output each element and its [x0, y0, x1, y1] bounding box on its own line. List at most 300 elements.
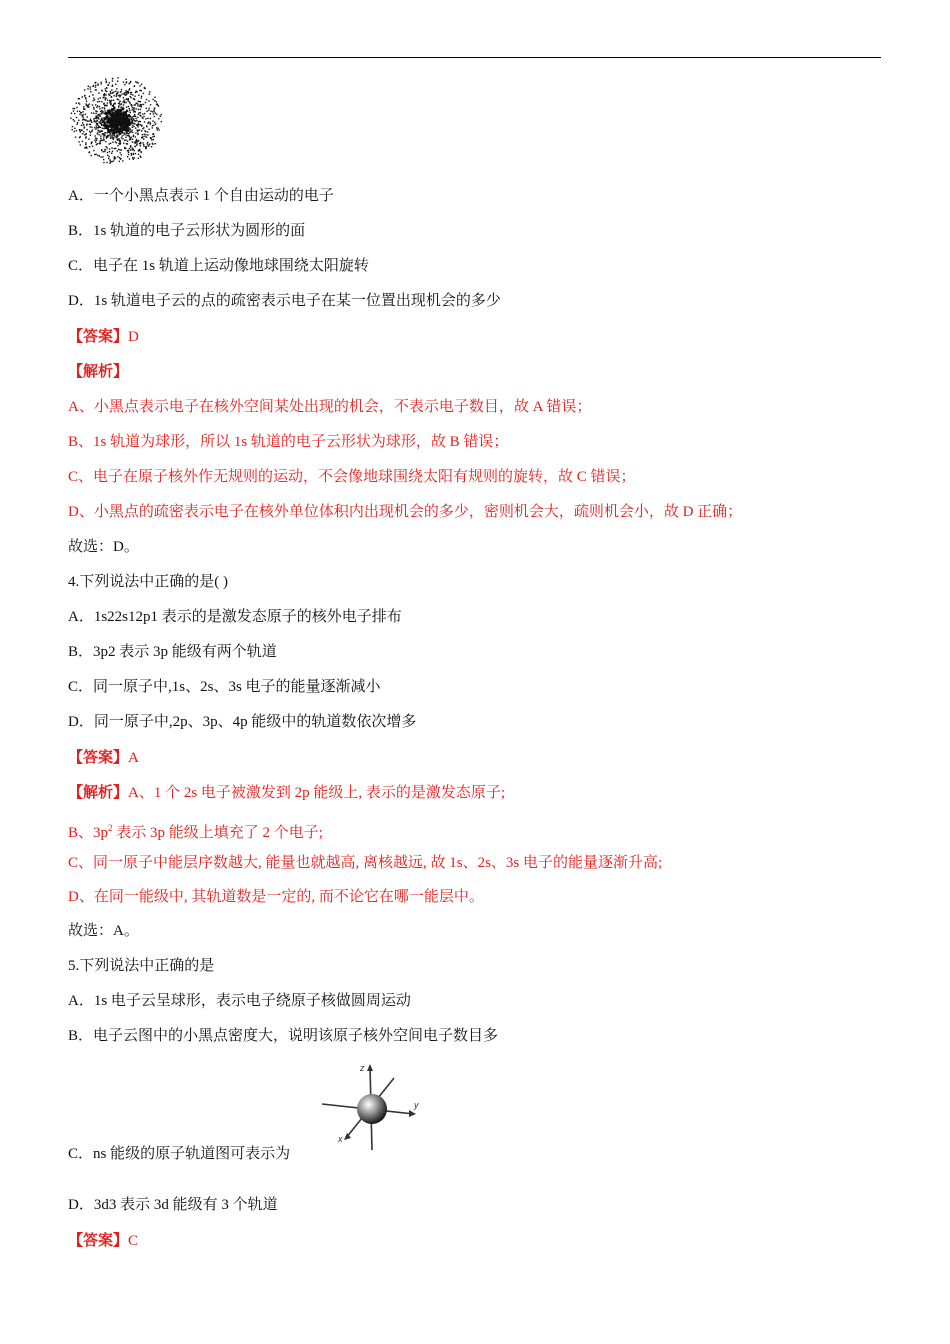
cloud-dot [147, 134, 148, 135]
y-label: y [414, 1100, 419, 1110]
cloud-dot [116, 139, 117, 140]
cloud-dot [88, 106, 89, 107]
cloud-dot [140, 115, 141, 116]
cloud-dot [105, 149, 106, 150]
cloud-dot [123, 97, 124, 98]
cloud-dot [132, 141, 133, 142]
cloud-dot [112, 78, 113, 79]
cloud-dot [90, 86, 91, 87]
cloud-dot [127, 127, 129, 129]
cloud-dot [151, 139, 152, 140]
cloud-dot [133, 135, 134, 136]
cloud-dot [124, 132, 125, 133]
cloud-dot [114, 95, 115, 96]
cloud-dot [95, 141, 96, 142]
cloud-dot [117, 99, 118, 100]
cloud-dot [149, 93, 150, 94]
cloud-dot [107, 118, 109, 120]
cloud-dot [107, 147, 108, 148]
q4-answer: 【答案】A [68, 750, 139, 766]
q5-answer: 【答案】C [68, 1233, 139, 1249]
cloud-dot [100, 127, 101, 128]
cloud-dot [137, 105, 138, 106]
cloud-dot [81, 129, 82, 130]
cloud-dot [131, 117, 132, 118]
cloud-dot [130, 92, 131, 93]
cloud-dot [114, 157, 115, 158]
cloud-dot [128, 89, 129, 90]
cloud-dot [150, 122, 151, 123]
cloud-dot [161, 114, 162, 115]
cloud-dot [110, 133, 111, 134]
cloud-dot [103, 136, 104, 137]
cloud-dot [95, 82, 96, 83]
cloud-dot [109, 148, 110, 149]
cloud-dot [115, 141, 116, 142]
cloud-dot [160, 116, 161, 117]
cloud-dot [104, 107, 105, 108]
cloud-dot [121, 137, 122, 138]
cloud-dot [89, 146, 90, 147]
cloud-dot [121, 131, 123, 133]
cloud-dot [95, 85, 96, 86]
cloud-dot [85, 98, 86, 99]
cloud-dot [76, 107, 77, 108]
cloud-dot [134, 85, 135, 86]
cloud-dot [111, 108, 113, 110]
cloud-dot [136, 145, 137, 146]
cloud-dot [107, 152, 108, 153]
cloud-dot [119, 101, 120, 102]
cloud-dot [118, 106, 119, 107]
cloud-dot [146, 108, 147, 109]
cloud-dot [72, 108, 73, 109]
cloud-dot [85, 147, 86, 148]
cloud-dot [117, 114, 119, 116]
cloud-dot [110, 137, 111, 138]
cloud-dot [83, 124, 84, 125]
cloud-dot [145, 118, 146, 119]
cloud-dot [125, 79, 126, 80]
cloud-dot [73, 110, 74, 111]
cloud-dot [107, 110, 109, 112]
cloud-dot [134, 123, 135, 124]
cloud-dot [103, 94, 104, 95]
cloud-dot [86, 124, 87, 125]
cloud-dot [128, 133, 129, 134]
cloud-dot [111, 100, 112, 101]
cloud-dot [125, 94, 126, 95]
cloud-dot [132, 125, 133, 126]
cloud-dot [107, 129, 109, 131]
cloud-dot [90, 119, 91, 120]
cloud-dot [140, 143, 141, 144]
cloud-dot [101, 113, 102, 114]
x-label: x [338, 1134, 343, 1144]
cloud-dot [110, 91, 111, 92]
cloud-dot [93, 107, 94, 108]
cloud-dot [93, 108, 94, 109]
cloud-dot [109, 151, 110, 152]
cloud-dot [125, 127, 127, 129]
cloud-dot [97, 133, 98, 134]
cloud-dot [131, 105, 132, 106]
cloud-dot [119, 140, 120, 141]
cloud-dot [133, 108, 134, 109]
cloud-dot [86, 129, 87, 130]
cloud-dot [145, 102, 146, 103]
cloud-dot [109, 95, 110, 96]
cloud-dot [149, 108, 150, 109]
cloud-dot [76, 124, 77, 125]
cloud-dot [135, 118, 136, 119]
cloud-dot [141, 97, 142, 98]
cloud-dot [95, 129, 96, 130]
cloud-dot [139, 85, 140, 86]
cloud-dot [158, 129, 159, 130]
cloud-dot [139, 143, 140, 144]
cloud-dot [112, 80, 113, 81]
cloud-dot [137, 131, 138, 132]
q3-option-d: D．1s 轨道电子云的点的疏密表示电子在某一位置出现机会的多少 [68, 293, 501, 309]
cloud-dot [133, 126, 134, 127]
cloud-dot [138, 101, 139, 102]
cloud-dot [148, 121, 149, 122]
q4-analysis-b: B、$3p^2$ 表示 3p 能级上填充了 2 个电子; [68, 823, 323, 841]
cloud-dot [135, 111, 136, 112]
cloud-dot [150, 137, 151, 138]
cloud-dot [122, 118, 124, 120]
cloud-dot [123, 104, 124, 105]
cloud-dot [145, 134, 146, 135]
cloud-dot [135, 81, 136, 82]
cloud-dot [154, 136, 155, 137]
cloud-dot [132, 94, 133, 95]
cloud-dot [128, 150, 129, 151]
cloud-dot [132, 157, 133, 158]
cloud-dot [107, 135, 108, 136]
cloud-dot [136, 124, 137, 125]
cloud-dot [147, 143, 148, 144]
cloud-dot [92, 86, 93, 87]
cloud-dot [104, 134, 105, 135]
cloud-dot [76, 103, 77, 104]
cloud-dot [143, 104, 144, 105]
cloud-dot [133, 153, 134, 154]
cloud-dot [117, 81, 118, 82]
cloud-dot [99, 131, 100, 132]
cloud-dot [126, 106, 127, 107]
cloud-dot [144, 113, 145, 114]
cloud-dot [110, 135, 111, 136]
cloud-dot [85, 144, 86, 145]
cloud-dot [84, 89, 85, 90]
cloud-dot [153, 113, 154, 114]
cloud-dot [76, 130, 77, 131]
cloud-dot [90, 91, 91, 92]
cloud-dot [89, 151, 90, 152]
cloud-dot [152, 143, 153, 144]
cloud-dot [154, 111, 155, 112]
cloud-dot [80, 131, 81, 132]
cloud-dot [94, 118, 95, 119]
q3-option-c: C．电子在 1s 轨道上运动像地球围绕太阳旋转 [68, 258, 369, 274]
cloud-dot [132, 123, 133, 124]
cloud-dot [102, 131, 103, 132]
cloud-dot [115, 91, 116, 92]
cloud-dot [138, 114, 139, 115]
cloud-dot [97, 114, 98, 115]
cloud-dot [131, 119, 132, 120]
cloud-dot [116, 137, 117, 138]
cloud-dot [84, 95, 85, 96]
cloud-dot [120, 110, 122, 112]
cloud-dot [118, 149, 119, 150]
cloud-dot [135, 104, 136, 105]
cloud-dot [88, 138, 89, 139]
cloud-dot [120, 158, 121, 159]
cloud-dot [103, 159, 104, 160]
cloud-dot [152, 120, 153, 121]
cloud-dot [80, 144, 81, 145]
cloud-dot [109, 159, 110, 160]
cloud-dot [108, 84, 109, 85]
cloud-dot [113, 160, 114, 161]
cloud-dot [78, 120, 79, 121]
cloud-dot [100, 156, 101, 157]
cloud-dot [130, 94, 131, 95]
cloud-dot [135, 108, 136, 109]
cloud-dot [119, 149, 120, 150]
cloud-dot [138, 123, 139, 124]
cloud-dot [87, 88, 88, 89]
cloud-dot [123, 126, 125, 128]
cloud-dot [96, 144, 97, 145]
cloud-dot [142, 142, 143, 143]
cloud-dot [134, 114, 135, 115]
cloud-dot [135, 92, 136, 93]
cloud-dot [142, 134, 143, 135]
cloud-dot [129, 110, 130, 111]
cloud-dot [154, 116, 155, 117]
cloud-dot [96, 140, 97, 141]
cloud-dot [130, 146, 131, 147]
cloud-dot [134, 96, 135, 97]
cloud-dot [144, 136, 145, 137]
cloud-dot [108, 156, 109, 157]
cloud-dot [82, 141, 83, 142]
cloud-dot [105, 94, 106, 95]
cloud-dot [74, 121, 75, 122]
cloud-dot [90, 88, 91, 89]
cloud-dot [100, 111, 101, 112]
cloud-dot [103, 124, 105, 126]
cloud-dot [106, 80, 107, 81]
cloud-dot [105, 124, 107, 126]
cloud-dot [125, 102, 126, 103]
cloud-dot [150, 118, 151, 119]
cloud-dot [113, 124, 115, 126]
cloud-dot [126, 133, 127, 134]
cloud-dot [129, 136, 130, 137]
cloud-dot [97, 127, 98, 128]
cloud-dot [110, 119, 112, 121]
cloud-dot [98, 134, 99, 135]
cloud-dot [148, 100, 149, 101]
cloud-dot [100, 97, 101, 98]
cloud-dot [84, 109, 85, 110]
cloud-dot [155, 123, 156, 124]
cloud-dot [122, 135, 123, 136]
cloud-dot [145, 147, 146, 148]
cloud-dot [100, 115, 101, 116]
cloud-dot [143, 116, 144, 117]
cloud-dot [147, 131, 148, 132]
cloud-dot [148, 110, 149, 111]
cloud-dot [130, 137, 131, 138]
cloud-dot [128, 130, 129, 131]
cloud-dot [127, 141, 128, 142]
cloud-dot [108, 121, 110, 123]
cloud-dot [140, 156, 141, 157]
cloud-dot [130, 149, 131, 150]
cloud-dot [109, 82, 110, 83]
cloud-dot [129, 158, 130, 159]
cloud-dot [109, 113, 111, 115]
cloud-dot [91, 122, 92, 123]
cloud-dot [101, 101, 102, 102]
cloud-dot [103, 117, 105, 119]
q5-option-c: C．ns 能级的原子轨道图可表示为 [68, 1146, 291, 1162]
cloud-dot [126, 92, 127, 93]
cloud-dot [141, 130, 142, 131]
cloud-dot [155, 143, 156, 144]
cloud-dot [95, 113, 96, 114]
cloud-dot [154, 97, 155, 98]
cloud-dot [122, 108, 124, 110]
cloud-dot [105, 78, 106, 79]
cloud-dot [92, 104, 93, 105]
cloud-dot [135, 127, 136, 128]
cloud-dot [146, 126, 147, 127]
cloud-dot [138, 95, 139, 96]
cloud-dot [91, 112, 92, 113]
cloud-dot [140, 124, 141, 125]
cloud-dot [128, 98, 129, 99]
cloud-dot [115, 112, 117, 114]
cloud-dot [147, 142, 148, 143]
cloud-dot [112, 116, 114, 118]
cloud-dot [100, 138, 101, 139]
cloud-dot [144, 87, 145, 88]
cloud-dot [125, 90, 126, 91]
cloud-dot [93, 100, 94, 101]
cloud-dot [143, 146, 144, 147]
header-rule [68, 57, 881, 58]
cloud-dot [153, 124, 154, 125]
cloud-dot [112, 151, 113, 152]
cloud-dot [78, 141, 79, 142]
cloud-dot [121, 114, 123, 116]
cloud-dot [122, 138, 123, 139]
q3-answer [68, 327, 139, 347]
cloud-dot [122, 160, 123, 161]
cloud-dot [107, 132, 108, 133]
cloud-dot [126, 121, 128, 123]
cloud-dot [130, 81, 131, 82]
cloud-dot [119, 115, 121, 117]
q3-analysis-d: D、小黑点的疏密表示电子在核外单位体积内出现机会的多少，密则机会大，疏则机会小，故 D 正确； [68, 504, 743, 520]
cloud-dot [136, 143, 137, 144]
cloud-dot [94, 154, 95, 155]
cloud-dot [142, 113, 143, 114]
cloud-dot [117, 145, 118, 146]
cloud-dot [128, 115, 130, 117]
cloud-dot [93, 150, 94, 151]
cloud-dot [122, 101, 123, 102]
cloud-dot [103, 103, 104, 104]
cloud-dot [121, 103, 122, 104]
cloud-dot [135, 116, 136, 117]
cloud-dot [71, 113, 72, 114]
cloud-dot [90, 126, 91, 127]
cloud-dot [124, 84, 125, 85]
cloud-dot [77, 111, 78, 112]
cloud-dot [116, 119, 118, 121]
cloud-dot [109, 102, 110, 103]
cloud-dot [103, 128, 104, 129]
cloud-dot [98, 127, 99, 128]
cloud-dot [137, 126, 138, 127]
cloud-dot [139, 90, 140, 91]
cloud-dot [126, 81, 127, 82]
q3-analysis-label: 【解析】 [68, 364, 129, 380]
cloud-dot [123, 81, 124, 82]
q3-conclusion: 故选：D。 [68, 539, 139, 555]
cloud-dot [139, 149, 140, 150]
cloud-dot [150, 113, 151, 114]
cloud-dot [111, 129, 113, 131]
cloud-dot [102, 120, 104, 122]
cloud-dot [124, 101, 125, 102]
cloud-dot [128, 106, 129, 107]
cloud-dot [129, 103, 130, 104]
cloud-dot [111, 123, 113, 125]
cloud-dot [102, 111, 103, 112]
cloud-dot [143, 138, 144, 139]
cloud-dot [82, 117, 83, 118]
cloud-dot [126, 143, 127, 144]
cloud-dot [99, 143, 100, 144]
q4-option-d: D．同一原子中,2p、3p、4p 能级中的轨道数依次增多 [68, 714, 417, 730]
cloud-dot [114, 148, 115, 149]
cloud-dot [154, 100, 155, 101]
cloud-dot [125, 137, 126, 138]
cloud-dot [123, 99, 124, 100]
q5-option-d: D．3d3 表示 3d 能级有 3 个轨道 [68, 1197, 278, 1213]
cloud-dot [117, 136, 118, 137]
cloud-dot [88, 86, 89, 87]
cloud-dot [94, 140, 95, 141]
cloud-dot [97, 132, 98, 133]
cloud-dot [128, 152, 129, 153]
cloud-dot [129, 83, 130, 84]
cloud-dot [136, 130, 137, 131]
q4-analysis-d: D、在同一能级中, 其轨道数是一定的, 而不论它在哪一能层中。 [68, 889, 484, 905]
cloud-dot [101, 82, 102, 83]
cloud-dot [108, 158, 109, 159]
cloud-dot [114, 103, 115, 104]
